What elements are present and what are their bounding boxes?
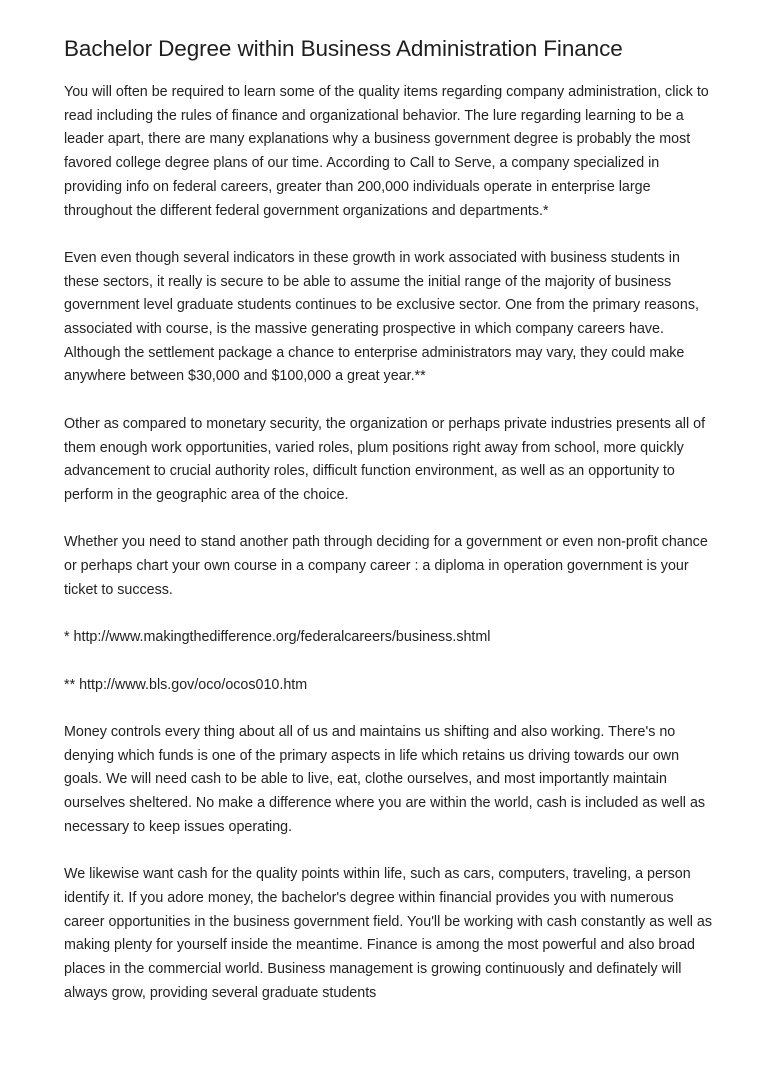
document-title: Bachelor Degree within Business Administration Finance	[64, 36, 623, 61]
paragraph-finance: We likewise want cash for the quality points within life, such as cars, computers, traveling, a person identify it. If you adore money, the bachelor's degree within financial provides you with numerous career opportunities in the business government field. You'll be working with cash constantly as well as making plenty for yourself inside the meantime. Finance is among the most powerful and also broad places in the commercial world. Business management is growing continuously and definately will always grow, providing several graduate students	[64, 866, 713, 1001]
reference-1: * http://www.makingthedifference.org/federalcareers/business.shtml	[64, 629, 491, 646]
reference-2: ** http://www.bls.gov/oco/ocos010.htm	[64, 676, 308, 693]
paragraph-path: Whether you need to stand another path through deciding for a government or even non-profit chance or perhaps chart your own course in a company career : a diploma in operation government is your ticket to success.	[64, 534, 708, 598]
document-page	[64, 30, 716, 1029]
paragraph-security: Other as compared to monetary security, the organization or perhaps private industries presents all of them enough work opportunities, varied roles, plum positions right away from school, more quickly advancement to crucial authority roles, difficult function environment, as well as an opportunity to perform in the geographic area of the choice.	[64, 415, 706, 503]
paragraph-money: Money controls every thing about all of us and maintains us shifting and also working. There's no denying which funds is one of the primary aspects in life which retains us driving towards our own goals. We will need cash to be able to live, eat, clothe ourselves, and most importantly maintain ourselves sheltered. No make a difference where you are within the world, cash is included as well as necessary to keep issues operating.	[64, 723, 706, 835]
document-body	[64, 81, 716, 1005]
paragraph-growth: Even even though several indicators in these growth in work associated with business students in these sectors, it really is secure to be able to assume the initial range of the majority of business government level graduate students continues to be exclusive sector. One from the primary reasons, associated with course, is the massive generating prospective in which company careers have. Although the settlement package a chance to enterprise administrators may vary, they could make anywhere between $30,000 and $100,000 a great year.**	[64, 249, 699, 385]
paragraph-intro: You will often be required to learn some of the quality items regarding company administration, click to read including the rules of finance and organizational behavior. The lure regarding learning to be a leader apart, there are many explanations why a business government degree is probably the most favored college degree plans of our time. According to Call to Serve, a company specialized in providing info on federal careers, greater than 200,000 individuals operate in enterprise large throughout the different federal government organizations and departments.*	[64, 84, 709, 219]
